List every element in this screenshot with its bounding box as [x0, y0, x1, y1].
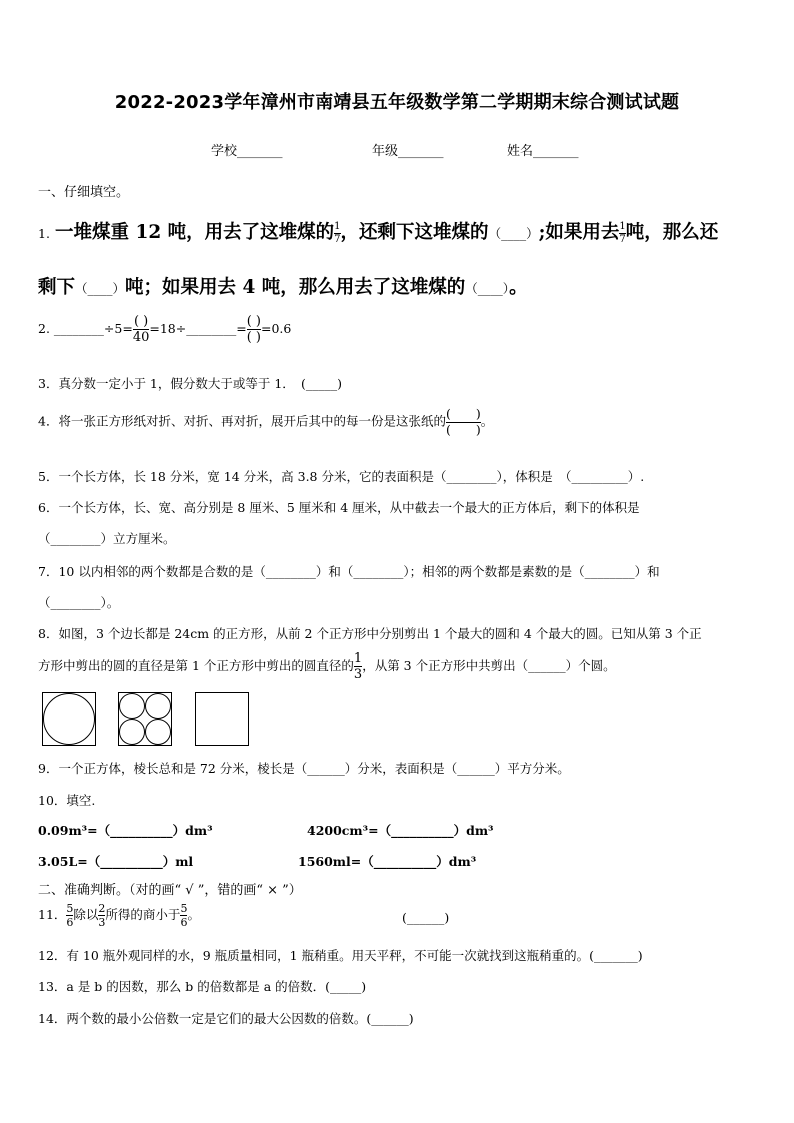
name-field[interactable]: 姓名_______ — [507, 144, 579, 159]
question-1-text-e: 剩下 — [38, 277, 76, 298]
question-8-text-a: 方形中剪出的圆的直径是第 1 个正方形中剪出的圆直径的 — [38, 658, 354, 673]
answer-blank[interactable]: （____） — [465, 281, 510, 296]
question-10-item-1[interactable]: 0.09m³=（__________）dm³ — [38, 823, 213, 838]
fraction-blank-blank: $\frac{( )}{( )}$ — [246, 314, 261, 345]
question-11 — [38, 903, 200, 928]
small-circle — [119, 719, 145, 745]
answer-blank[interactable]: （____） — [75, 281, 126, 296]
question-2-text-b[interactable]: =18÷________= — [149, 321, 247, 336]
small-circle — [145, 719, 171, 745]
fraction-1-7: $\frac{1}{7}$ — [334, 221, 341, 245]
answer-blank[interactable]: （____） — [488, 226, 539, 241]
question-2-number: 2. — [38, 321, 50, 336]
question-4-text: 4．将一张正方形纸对折、对折、再对折，展开后其中的每一份是这张纸的 — [38, 413, 446, 429]
big-circle — [43, 693, 95, 745]
question-10-item-2[interactable]: 4200cm³=（__________）dm³ — [307, 823, 494, 838]
fraction-1-3: $\frac{1}{3}$ — [353, 651, 363, 682]
question-1-text-c: ;如果用去 — [538, 222, 620, 243]
question-1-text-a: 一堆煤重 12 吨，用去了这堆煤的 — [55, 222, 335, 243]
question-7-line-2[interactable]: （________）。 — [38, 595, 120, 610]
question-4 — [38, 408, 493, 436]
question-2-text-c: =0.6 — [260, 321, 292, 336]
fraction-5-6: $\frac{5}{6}$ — [66, 902, 74, 929]
square-empty — [195, 692, 249, 746]
fraction-1-7: $\frac{1}{7}$ — [619, 221, 626, 245]
question-12[interactable]: 12．有 10 瓶外观同样的水，9 瓶质量相同，1 瓶稍重。用天平秤，不可能一次就找到这瓶稍重的。(_______) — [38, 948, 643, 963]
question-11-answer-blank[interactable]: (______) — [402, 910, 450, 925]
square-one-circle — [42, 692, 96, 746]
grade-field[interactable]: 年级_______ — [372, 144, 444, 159]
question-6-line-2[interactable]: （________）立方厘米。 — [38, 531, 176, 546]
school-field[interactable]: 学校_______ — [211, 144, 283, 159]
question-4-end: 。 — [480, 413, 494, 429]
question-1-text-g: 。 — [509, 277, 528, 298]
question-1-text-f: 吨；如果用去 4 吨，那么用去了这堆煤的 — [125, 277, 466, 298]
question-1-line-1 — [38, 218, 718, 245]
question-8-line-2 — [38, 652, 616, 681]
question-9[interactable]: 9．一个正方体，棱长总和是 72 分米，棱长是（______）分米，表面积是（______）平方分米。 — [38, 761, 570, 776]
question-1-line-2 — [38, 273, 528, 299]
question-10-item-4[interactable]: 1560ml=（__________）dm³ — [298, 854, 477, 869]
question-1-number: 1. — [38, 226, 50, 241]
question-6-line-1: 6．一个长方体，长、宽、高分别是 8 厘米、5 厘米和 4 厘米，从中截去一个最大的正方体后，剩下的体积是 — [38, 500, 640, 515]
question-8-text-b[interactable]: ，从第 3 个正方形中共剪出（______）个圆。 — [362, 658, 616, 673]
question-10-item-3[interactable]: 3.05L=（__________）ml — [38, 854, 194, 869]
question-5[interactable]: 5．一个长方体，长 18 分米，宽 14 分米，高 3.8 分米，它的表面积是（________），体积是 （_________）. — [38, 469, 645, 484]
question-14[interactable]: 14．两个数的最小公倍数一定是它们的最大公因数的倍数。(______) — [38, 1011, 414, 1026]
question-1-text-d: 吨，那么还 — [625, 222, 719, 243]
question-2 — [38, 315, 291, 344]
fraction-2-3: $\frac{2}{3}$ — [98, 902, 106, 929]
question-1-text-b: ，还剩下这堆煤的 — [340, 222, 489, 243]
small-circle — [145, 693, 171, 719]
fraction-blank-blank[interactable]: $\frac{( )}{( )}$ — [445, 406, 481, 437]
section-2-heading: 二、准确判断。（对的画“ √ ”，错的画“ × ”） — [38, 883, 302, 898]
fraction-blank-40: $\frac{( )}{40}$ — [132, 314, 150, 345]
page-title: 2022-2023学年漳州市南靖县五年级数学第二学期期末综合测试试题 — [114, 92, 680, 113]
question-11-text-c: 。 — [187, 907, 200, 922]
question-13[interactable]: 13．a 是 b 的因数，那么 b 的倍数都是 a 的倍数．(_____) — [38, 979, 367, 994]
question-3[interactable]: 3．真分数一定小于 1，假分数大于或等于 1． (_____) — [38, 376, 343, 391]
question-11-number: 11． — [38, 907, 67, 922]
small-circle — [119, 693, 145, 719]
question-8-line-1: 8．如图，3 个边长都是 24cm 的正方形，从前 2 个正方形中分别剪出 1 个最大的圆和 4 个最大的圆。已知从第 3 个正 — [38, 626, 702, 641]
question-7-line-1[interactable]: 7．10 以内相邻的两个数都是合数的是（________）和（________）；相邻的两个数都是素数的是（________）和 — [38, 564, 660, 579]
question-11-text-a: 除以 — [73, 907, 99, 922]
question-10: 10．填空. — [38, 793, 96, 808]
question-2-text-a[interactable]: ________÷5= — [53, 321, 133, 336]
square-four-circles — [118, 692, 172, 746]
question-11-text-b: 所得的商小于 — [105, 907, 181, 922]
section-1-heading: 一、仔细填空。 — [38, 185, 130, 200]
fraction-5-6: $\frac{5}{6}$ — [180, 902, 188, 929]
